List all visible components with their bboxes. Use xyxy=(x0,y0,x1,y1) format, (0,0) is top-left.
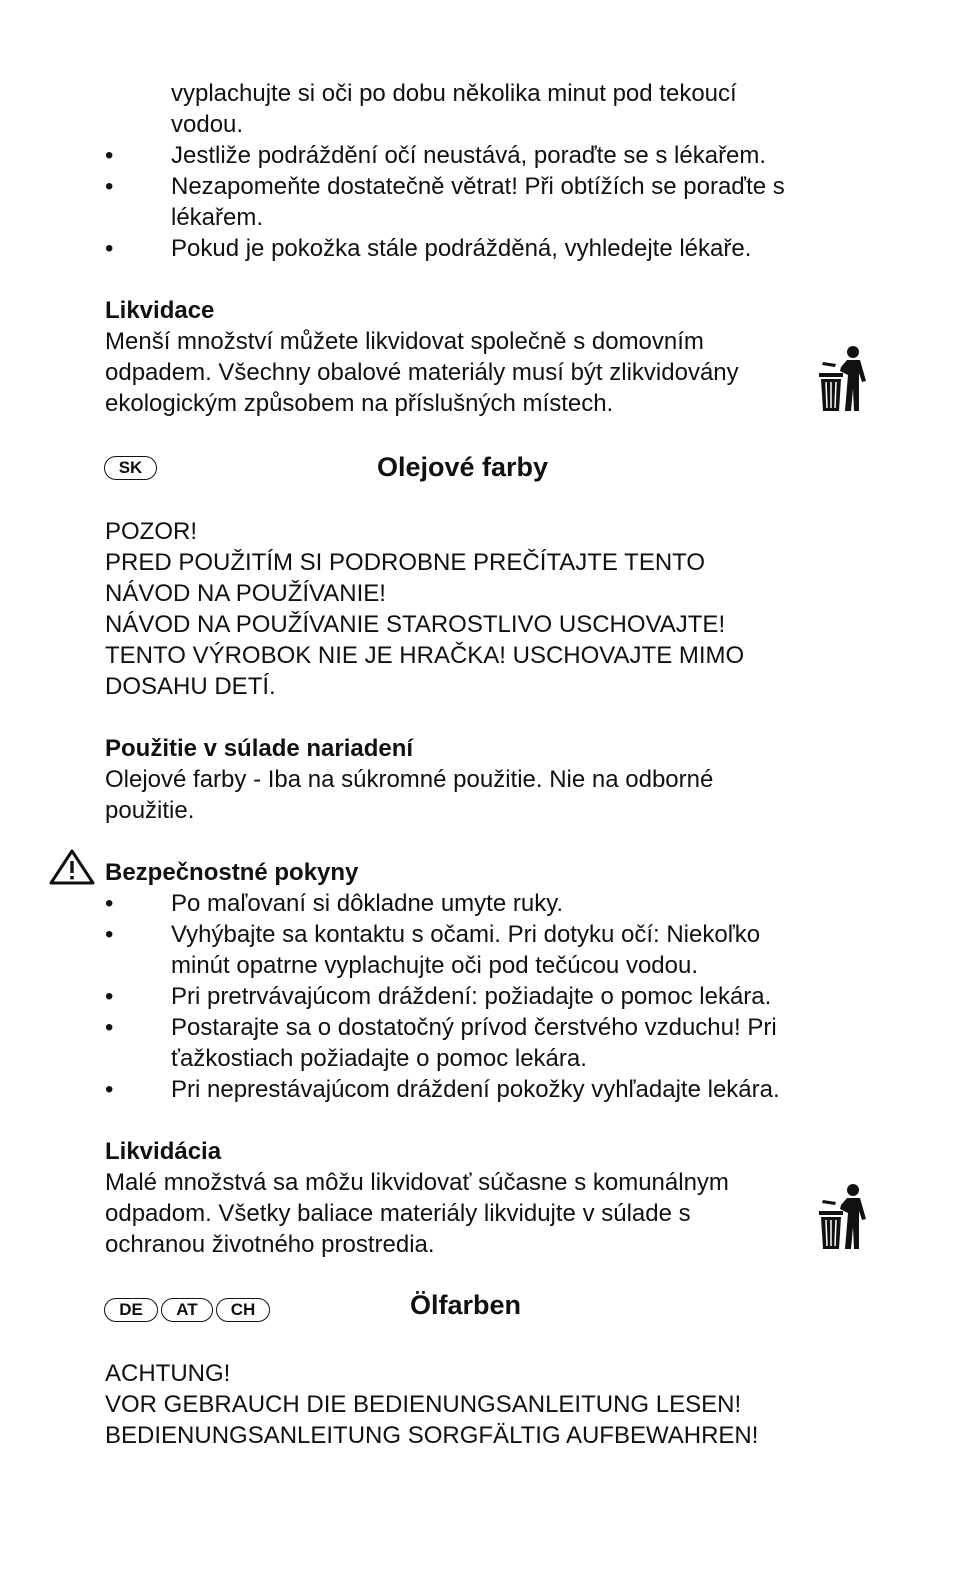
sk-warning-line: POZOR! xyxy=(105,518,198,545)
sk-bullet-text: Postarajte sa o dostatočný prívod čerstvého vzduchu! Pri ťažkostiach požiadajte o pomoc lekára. xyxy=(171,1014,777,1072)
sk-bullet-item xyxy=(105,1012,845,1074)
bullet-symbol: • xyxy=(105,983,114,1010)
sk-warning-line: PRED POUŽITÍM SI PODROBNE PREČÍTAJTE TENTO xyxy=(105,549,706,576)
country-badge-sk: SK xyxy=(104,456,157,480)
cz-bullet-item xyxy=(105,140,845,171)
country-badge-ch: CH xyxy=(216,1298,270,1322)
sk-bullet-text: Po maľovaní si dôkladne umyte ruky. xyxy=(171,890,564,917)
bullet-symbol: • xyxy=(105,142,114,169)
bullet-symbol: • xyxy=(105,890,114,917)
sk-bullet-item xyxy=(105,981,845,1012)
sk-warning-line: NÁVOD NA POUŽÍVANIE! xyxy=(105,580,386,607)
cz-bullet-item xyxy=(105,233,845,264)
de-warning-line: ACHTUNG! xyxy=(105,1360,231,1387)
trash-bin-person-icon xyxy=(816,345,868,413)
sk-warning-line: DOSAHU DETÍ. xyxy=(105,673,276,700)
country-badge-de: DE xyxy=(104,1298,158,1322)
cz-bullet-text: Nezapomeňte dostatečně větrat! Při obtížích se poraďte s lékařem. xyxy=(171,173,785,231)
cz-bullet-text: Jestliže podráždění očí neustává, poraďte se s lékařem. xyxy=(171,142,767,169)
sk-disposal-text: Malé množstvá sa môžu likvidovať súčasne s komunálnym odpadom. Všetky baliace materiály likvidujte v súlade s ochranou životného prostredia. xyxy=(105,1169,729,1258)
trash-bin-person-icon xyxy=(816,1183,868,1251)
de-warning-line: BEDIENUNGSANLEITUNG SORGFÄLTIG AUFBEWAHREN! xyxy=(105,1422,759,1449)
bullet-symbol: • xyxy=(105,1076,114,1103)
cz-disposal-heading: Likvidace xyxy=(105,297,215,324)
de-warning-line: VOR GEBRAUCH DIE BEDIENUNGSANLEITUNG LESEN! xyxy=(105,1391,742,1418)
cz-continued-line-2: vodou. xyxy=(171,111,244,138)
bullet-symbol: • xyxy=(105,235,114,262)
sk-bullet-text: Pri pretrvávajúcom dráždení: požiadajte o pomoc lekára. xyxy=(171,983,772,1010)
cz-bullet-text: Pokud je pokožka stále podrážděná, vyhledejte lékaře. xyxy=(171,235,752,262)
cz-disposal-text: Menší množství můžete likvidovat společně s domovním odpadem. Všechny obalové materiály musí být zlikvidovány ekologickým způsobem na příslušných místech. xyxy=(105,328,739,417)
sk-disposal-heading: Likvidácia xyxy=(105,1138,222,1165)
sk-usage-text: Olejové farby - Iba na súkromné použitie. Nie na odborné použitie. xyxy=(105,766,714,824)
bullet-symbol: • xyxy=(105,921,114,948)
sk-bullet-text: Vyhýbajte sa kontaktu s očami. Pri dotyku očí: Niekoľko minút opatrne vyplachujte oči pod tečúcou vodou. xyxy=(171,921,761,979)
section-title-de: Ölfarben xyxy=(410,1290,522,1320)
section-title-sk: Olejové farby xyxy=(377,452,549,482)
cz-bullet-item xyxy=(105,171,845,233)
bullet-symbol: • xyxy=(105,1014,114,1041)
sk-usage-heading: Použitie v súlade nariadení xyxy=(105,735,414,762)
sk-safety-heading: Bezpečnostné pokyny xyxy=(105,859,359,886)
sk-bullet-item xyxy=(105,888,845,919)
bullet-symbol: • xyxy=(105,173,114,200)
sk-bullet-item xyxy=(105,919,845,981)
sk-warning-line: NÁVOD NA POUŽÍVANIE STAROSTLIVO USCHOVAJTE! xyxy=(105,611,726,638)
sk-warning-line: TENTO VÝROBOK NIE JE HRAČKA! USCHOVAJTE MIMO xyxy=(105,642,745,669)
country-badge-at: AT xyxy=(161,1298,213,1322)
cz-continued-line-1: vyplachujte si oči po dobu několika minut pod tekoucí xyxy=(171,80,737,107)
warning-triangle-icon xyxy=(48,848,96,886)
sk-bullet-item xyxy=(105,1074,845,1105)
sk-bullet-text: Pri neprestávajúcom dráždení pokožky vyhľadajte lekára. xyxy=(171,1076,780,1103)
